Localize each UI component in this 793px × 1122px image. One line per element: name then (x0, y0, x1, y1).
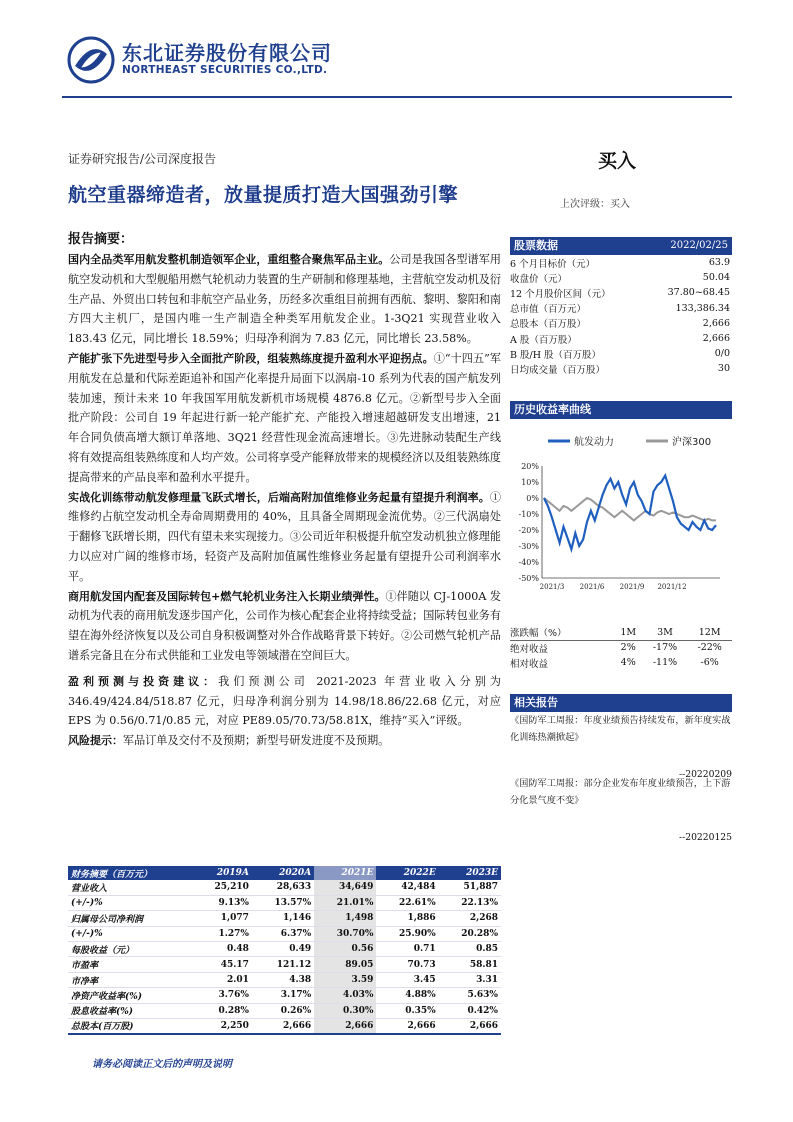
y-tick-label: 0% (526, 494, 539, 503)
table-cell: 1,146 (252, 911, 314, 926)
table-row (68, 1019, 501, 1034)
y-tick-label: -40% (518, 558, 539, 567)
table-cell: 121.12 (252, 957, 314, 972)
performance-value: -17% (652, 642, 678, 654)
stock-data-value: 63.9 (708, 257, 730, 269)
summary-paragraph (68, 672, 501, 731)
row-label: 市净率 (68, 972, 193, 987)
table-cell: 3.59 (314, 972, 376, 987)
table-cell: 2.01 (193, 972, 252, 987)
stock-data-label: 12 个月股价区间（元） (510, 288, 611, 300)
related-report-title[interactable]: 《国防军工周报：部分企业发布年度业绩预告，上下游分化景气度不变》 (510, 778, 731, 806)
table-cell: 4.88% (376, 988, 438, 1003)
related-report-item[interactable] (510, 712, 732, 783)
table-cell: 4.38 (252, 972, 314, 987)
stock-data-value: 37.80~68.45 (667, 287, 730, 299)
row-label: 总股本(百万股) (68, 1019, 193, 1034)
stock-data-label: 总市值（百万元） (510, 304, 587, 316)
table-cell: 22.13% (439, 895, 501, 910)
y-tick-label: -10% (518, 510, 539, 519)
company-name-en: NORTHEAST SECURITIES CO.,LTD. (122, 64, 328, 76)
summary-bold: 产能扩张下先进型号步入全面批产阶段，组装熟练度提升盈利水平迎拐点。 (68, 351, 434, 365)
table-cell: 70.73 (376, 957, 438, 972)
table-header: 2022E (376, 866, 438, 880)
table-row (68, 880, 501, 895)
summary-paragraph (68, 731, 501, 751)
performance-value: 3M (643, 625, 688, 640)
table-cell: 51,887 (439, 880, 501, 895)
table-cell: 0.56 (314, 942, 376, 957)
row-label: 股息收益率(%) (68, 1003, 193, 1018)
performance-value: 12M (687, 625, 732, 640)
table-cell: 2,250 (193, 1019, 252, 1034)
previous-rating: 上次评级：买入 (560, 199, 630, 210)
table-cell: 3.17% (252, 988, 314, 1003)
table-cell: 58.81 (439, 957, 501, 972)
performance-label: 绝对收益 (510, 643, 549, 655)
summary-text: ①维修约占航空发动机全寿命周期费用的 40%，且具备全周期现金流优势。②三代涡扇处于翻修飞跃增长期，四代有望未来实现接力。③公司近年积极提升航空发动机独立修理能力以应对广阔的维修市场，轻资产及高附加值属性维修业务起量有望提升公司利润率水平。 (68, 490, 501, 583)
summary-text: 我们预测公司 2021-2023 年营业收入分别为 346.49/424.84/518.87 亿元，归母净利润分别为 14.98/18.86/22.68 亿元，对应 EPS 为 0.56/0.71/0.85 元，对应 PE89.05/70.73/58.81X，维持“买入”评级。 (68, 674, 501, 728)
stock-data-value: 2,666 (702, 317, 730, 329)
table-cell: 2,666 (252, 1019, 314, 1034)
header-divider (62, 96, 732, 98)
performance-header-row (510, 625, 732, 640)
summary-heading: 报告摘要： (68, 232, 134, 247)
chart-heading: 历史收益率曲线 (510, 401, 732, 419)
table-cell: 6.37% (252, 926, 314, 941)
series-line (544, 498, 716, 520)
footer-disclaimer: 请务必阅读正文后的声明及说明 (92, 1059, 232, 1070)
table-row (68, 911, 501, 926)
stock-data-date: 2022/02/25 (670, 240, 728, 251)
stock-data-label: 收盘价（元） (510, 273, 568, 285)
x-tick-label: 2021/9 (619, 583, 645, 591)
summary-text: ①“十四五”军用航发在总量和代际差距追补和国产化率提升局面下以涡扇-10 系列为代表的国产航发列装加速，预计未来 10 年我国军用航发新机市场规模 4876.8 亿元。②新型号步入全面批产阶段：公司自 19 年起进行新一轮产能扩充、产能投入增速超越研发支出增速，21 年合同负债高增大额订单落地、3Q21 经营性现金流高速增长。③先进脉动装配生产线将有效提高组装熟练度和人均产效。公司将享受产能释放带来的规模经济以及组装熟练度提高带来的产品良率和盈利水平提升。 (68, 351, 502, 484)
table-cell: 30.70% (314, 926, 376, 941)
related-report-date: --20220209 (679, 769, 732, 780)
summary-body (68, 250, 501, 751)
y-tick-label: 10% (521, 478, 539, 487)
performance-value: 4% (620, 657, 636, 668)
performance-row (510, 640, 732, 655)
table-cell: 9.13% (193, 895, 252, 910)
table-cell: 25.90% (376, 926, 438, 941)
table-row (68, 957, 501, 972)
report-title: 航空重器缔造者，放量提质打造大国强劲引擎 (68, 184, 459, 206)
stock-data-value: 0/0 (714, 348, 730, 360)
table-cell: 0.42% (439, 1003, 501, 1018)
performance-value: -11% (652, 657, 678, 668)
summary-bold: 商用航发国内配套及国际转包+燃气轮机业务注入长期业绩弹性。 (68, 589, 386, 603)
table-header: 2023E (439, 866, 501, 880)
table-cell: 34,649 (314, 880, 376, 895)
table-cell: 0.85 (439, 942, 501, 957)
table-cell: 0.35% (376, 1003, 438, 1018)
related-report-title[interactable]: 《国防军工周报：年度业绩预告持续发布，新年度实战化训练热潮掀起》 (510, 715, 731, 743)
stock-data-row (510, 361, 730, 376)
table-header: 2021E (314, 866, 376, 880)
table-cell: 1,498 (314, 911, 376, 926)
summary-text: 公司是我国各型谱军用航空发动机和大型舰船用燃气轮机动力装置的生产研制和修理基地，主营航空发动机及衍生产品、外贸出口转包和非航空产品业务，历经多次重组目前拥有西航、黎明、黎阳和南方四大主机厂，是国内唯一生产制造全种类军用航发企业。1-3Q21 实现营业收入 183.43 亿元，同比增长 18.59%；归母净利润为 7.83 亿元，同比增长 23.58%。 (68, 253, 501, 346)
table-cell: 89.05 (314, 957, 376, 972)
table-cell: 2,666 (376, 1019, 438, 1034)
stock-data-value: 133,386.34 (675, 302, 730, 314)
stock-data-row (510, 331, 730, 346)
table-header-row (68, 866, 501, 880)
stock-data-label: B 股/H 股（百万股） (510, 349, 602, 361)
table-cell: 3.76% (193, 988, 252, 1003)
summary-bold: 国内全品类军用航发整机制造领军企业，重组整合聚焦军品主业。 (68, 253, 390, 266)
row-label: (+/-)% (68, 895, 193, 910)
report-type: 证券研究报告/公司深度报告 (68, 152, 217, 166)
table-cell: 2,666 (314, 1019, 376, 1034)
table-cell: 3.31 (439, 972, 501, 987)
legend-label: 沪深300 (672, 437, 712, 448)
table-cell: 0.26% (252, 1003, 314, 1018)
x-tick-label: 2021/6 (579, 583, 605, 591)
table-cell: 1,077 (193, 911, 252, 926)
performance-label: 涨跌幅（%） (510, 625, 614, 640)
stock-data-heading (510, 237, 732, 255)
table-cell: 1,886 (376, 911, 438, 926)
summary-paragraph (68, 349, 501, 488)
table-row (68, 926, 501, 941)
table-row (68, 895, 501, 910)
company-name-cn: 东北证券股份有限公司 (122, 41, 332, 65)
summary-bold: 实战化训练带动航发修理量飞跃式增长，后端高附加值维修业务起量有望提升利润率。 (68, 490, 490, 504)
performance-label: 相对收益 (510, 658, 549, 670)
table-cell: 2,268 (439, 911, 501, 926)
summary-paragraph (68, 587, 501, 666)
stock-data-value: 2,666 (702, 333, 730, 345)
y-tick-label: -30% (518, 542, 539, 551)
y-tick-label: -50% (518, 574, 539, 583)
stock-data-row (510, 301, 730, 316)
performance-value: 2% (620, 642, 636, 654)
x-tick-label: 2021/3 (539, 583, 565, 591)
related-report-date: --20220125 (679, 832, 732, 843)
table-cell: 13.57% (252, 895, 314, 910)
table-cell: 5.63% (439, 988, 501, 1003)
performance-value: -6% (700, 657, 719, 668)
table-cell: 1.27% (193, 926, 252, 941)
stock-data-label: A 股（百万股） (510, 334, 577, 346)
stock-data-title: 股票数据 (514, 239, 558, 252)
performance-value: -22% (697, 642, 722, 654)
y-tick-label: -20% (518, 526, 539, 535)
table-cell: 0.28% (193, 1003, 252, 1018)
row-label: 净资产收益率(%) (68, 988, 193, 1003)
table-cell: 20.28% (439, 926, 501, 941)
table-row (68, 1003, 501, 1018)
table-cell: 25,210 (193, 880, 252, 895)
table-cell: 22.61% (376, 895, 438, 910)
row-label: 营业收入 (68, 880, 193, 895)
row-label: 市盈率 (68, 957, 193, 972)
return-chart (510, 430, 732, 600)
stock-data-label: 总股本（百万股） (510, 319, 587, 331)
stock-data-table (510, 255, 730, 377)
summary-bold: 风险提示： (68, 734, 123, 748)
performance-value: 1M (614, 625, 643, 640)
row-label: 每股收益（元） (68, 942, 193, 957)
table-cell: 0.71 (376, 942, 438, 957)
stock-data-row (510, 270, 730, 285)
stock-data-value: 30 (717, 363, 730, 375)
series-line (544, 476, 716, 550)
summary-bold: 盈利预测与投资建议： (68, 674, 219, 688)
related-reports-heading: 相关报告 (510, 694, 732, 712)
table-cell: 45.17 (193, 957, 252, 972)
table-cell: 4.03% (314, 988, 376, 1003)
table-cell: 2,666 (439, 1019, 501, 1034)
summary-text: 军品订单及交付不及预期；新型号研发进度不及预期。 (123, 734, 390, 748)
company-logo (67, 36, 115, 84)
related-report-item[interactable] (510, 775, 732, 846)
stock-data-label: 日均成交量（百万股） (510, 364, 606, 376)
legend-label: 航发动力 (574, 437, 614, 448)
stock-data-row (510, 346, 730, 361)
y-tick-label: 20% (521, 462, 539, 471)
x-tick-label: 2021/12 (657, 583, 687, 591)
summary-text: ①伴随以 CJ-1000A 发动机为代表的商用航发逐步国产化，公司作为核心配套企业将持续受益；国际转包业务有望在海外经济恢复以及公司自身积极调整对外合作战略背景下转好。②公司燃气轮机产品谱系完备且在分布式供能和工业发电等领域潜在空间巨大。 (68, 589, 502, 662)
stock-data-value: 50.04 (702, 272, 730, 284)
row-label: (+/-)% (68, 926, 193, 941)
summary-paragraph (68, 250, 501, 349)
table-cell: 21.01% (314, 895, 376, 910)
rating: 买入 (598, 150, 637, 172)
financial-summary-table (68, 866, 501, 1035)
table-cell: 0.49 (252, 942, 314, 957)
table-row (68, 988, 501, 1003)
performance-row (510, 655, 732, 670)
performance-table (510, 625, 732, 670)
stock-data-row (510, 255, 730, 270)
table-cell: 0.30% (314, 1003, 376, 1018)
table-cell: 3.45 (376, 972, 438, 987)
table-header: 财务摘要（百万元） (68, 866, 193, 880)
table-header: 2020A (252, 866, 314, 880)
stock-data-label: 6 个月目标价（元） (510, 258, 596, 270)
summary-paragraph (68, 488, 501, 587)
table-row (68, 942, 501, 957)
table-row (68, 972, 501, 987)
table-header: 2019A (193, 866, 252, 880)
table-cell: 0.48 (193, 942, 252, 957)
stock-data-row (510, 285, 730, 300)
table-cell: 42,484 (376, 880, 438, 895)
stock-data-row (510, 316, 730, 331)
row-label: 归属母公司净利润 (68, 911, 193, 926)
table-cell: 28,633 (252, 880, 314, 895)
